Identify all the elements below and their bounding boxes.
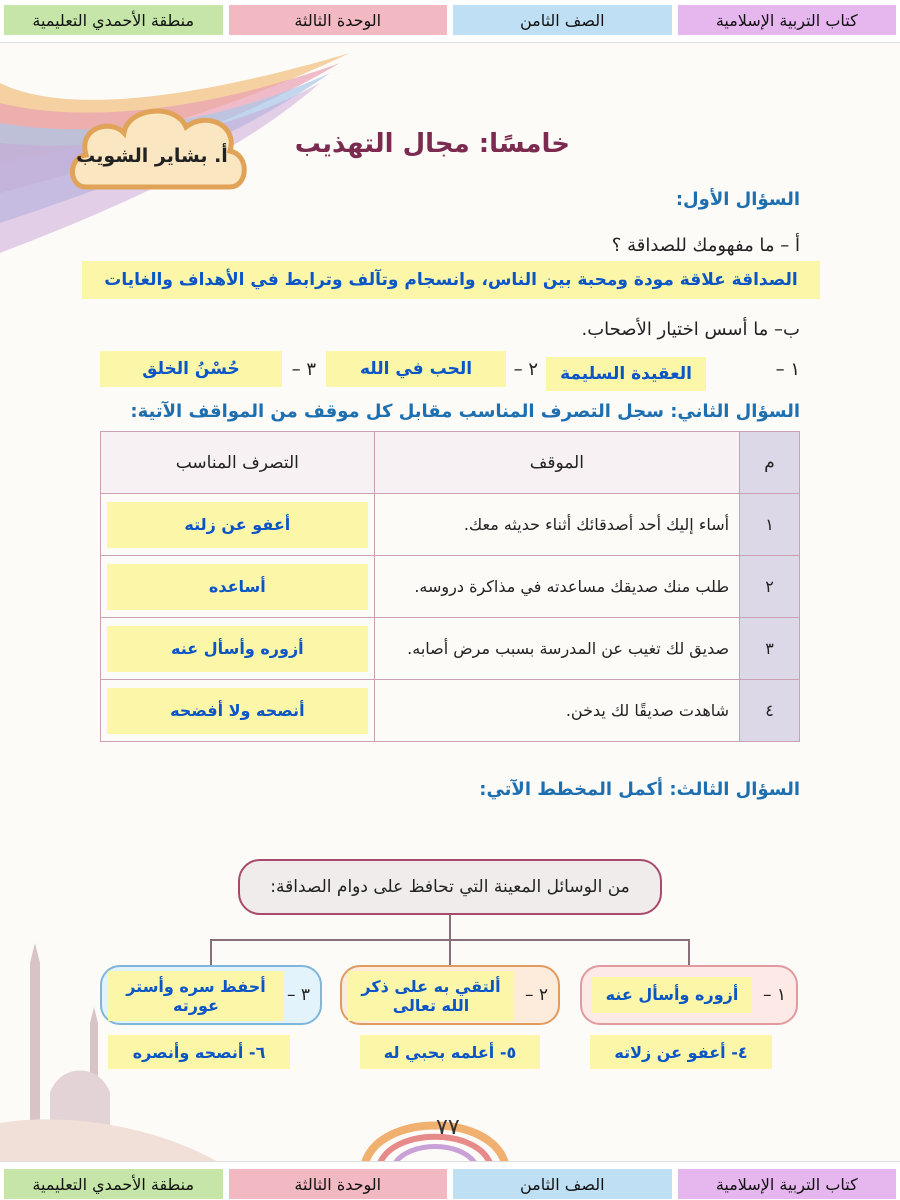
diagram-branch-2 [340,965,560,1025]
row-num: ٢ [740,556,800,618]
extra-answer-5: ٥- أعلمه بحبي له [360,1035,540,1069]
q1-heading: السؤال الأول: [675,189,800,210]
q3-heading-label: السؤال الثالث: [669,779,800,800]
q1-b-answer2: الحب في الله [326,351,506,387]
diagram-root-box: من الوسائل المعينة التي تحافظ على دوام الصداقة: [238,859,662,915]
arch-decoration [360,1093,510,1162]
q2-heading-label: السؤال الثاني: [670,401,800,422]
q1-b-num1: ١ – [775,359,800,380]
page-number: ٧٧ [436,1115,460,1140]
branch-2-num: ٢ – [524,985,548,1005]
q3-heading [479,779,800,800]
row-situation: أساء إليك أحد أصدقائك أثناء حديثه معك. [374,494,739,556]
q1-a-prompt: أ – ما مفهومك للصداقة ؟ [611,235,800,256]
q1-b-answer3: حُسْنُ الخلق [100,351,282,387]
row-action: أساعده [107,564,368,610]
extra-answer-4: ٤- أعفو عن زلاته [590,1035,772,1069]
header-unit: الوحدة الثالثة [229,5,448,35]
row-num: ٤ [740,680,800,742]
row-situation: طلب منك صديقك مساعدته في مذاكرة دروسه. [374,556,739,618]
q3-heading-instruction: أكمل المخطط الآتي: [479,779,664,800]
worksheet-page [0,42,900,1162]
row-action: أنصحه ولا أفضحه [107,688,368,734]
q1-b-prompt: ب– ما أسس اختيار الأصحاب. [581,319,800,340]
mosque-silhouette [0,923,220,1162]
diagram-branch-1 [580,965,798,1025]
table-row [101,556,800,618]
row-action: أعفو عن زلته [107,502,368,548]
author-name: أ. بشاير الشويب [76,145,228,167]
situations-table [100,431,800,742]
extra-answer-6: ٦- أنصحه وأنصره [108,1035,290,1069]
row-num: ٣ [740,618,800,680]
q2-heading [130,401,800,422]
footer-bar [0,1166,900,1200]
header-zone: منطقة الأحمدي التعليمية [4,5,223,35]
header-bar [0,2,900,38]
col-action-header: التصرف المناسب [101,432,375,494]
branch-3-num: ٣ – [286,985,310,1005]
table-row [101,494,800,556]
header-grade: الصف الثامن [453,5,672,35]
q2-heading-instruction: سجل التصرف المناسب مقابل كل موقف من المواقف الآتية: [130,401,664,422]
row-action-cell [101,556,375,618]
row-num: ١ [740,494,800,556]
branch-1-num: ١ – [762,985,786,1005]
col-num-header: م [740,432,800,494]
col-situation-header: الموقف [374,432,739,494]
row-action-cell [101,680,375,742]
table-header-row [101,432,800,494]
section-title: خامسًا: مجال التهذيب [294,129,570,159]
footer-book: كتاب التربية الإسلامية [678,1169,897,1199]
row-situation: شاهدت صديقًا لك يدخن. [374,680,739,742]
row-action-cell [101,618,375,680]
footer-zone: منطقة الأحمدي التعليمية [4,1169,223,1199]
row-situation: صديق لك تغيب عن المدرسة بسبب مرض أصابه. [374,618,739,680]
q1-b-num3: ٣ – [291,359,316,380]
connector-right [688,939,690,965]
branch-1-answer: أزوره وأسأل عنه [592,977,752,1013]
q1-b-answer1: العقيدة السليمة [546,357,706,391]
row-action: أزوره وأسأل عنه [107,626,368,672]
q1-b-num2: ٢ – [513,359,538,380]
row-action-cell [101,494,375,556]
header-book: كتاب التربية الإسلامية [678,5,897,35]
table-row [101,680,800,742]
footer-unit: الوحدة الثالثة [229,1169,448,1199]
connector-horizontal [210,939,690,941]
branch-3-answer: أحفظ سره وأستر عورته [108,971,284,1021]
table-row [101,618,800,680]
branch-2-answer: ألتقي به على ذكر الله تعالى [348,971,514,1021]
q1-a-answer: الصداقة علاقة مودة ومحبة بين الناس، وانسجام وتآلف وترابط في الأهداف والغايات [82,261,820,299]
footer-grade: الصف الثامن [453,1169,672,1199]
